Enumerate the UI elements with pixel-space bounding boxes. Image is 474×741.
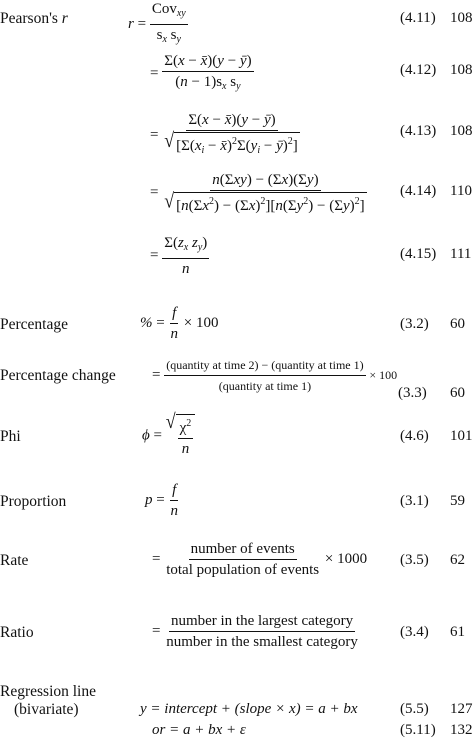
formula-ratio: = $\frac{\text{number in the largest category}}{\text{number in the smallest category}}$	[152, 613, 358, 650]
formula-4-15: = $\frac{\Sigma(z_x z_y)}{n}$	[150, 235, 208, 277]
rate-label: Rate	[0, 552, 29, 569]
formula-4-12: = $\frac{\Sigma(x - x̄)(y - ȳ)}{(n - 1)s_x s_y}$	[150, 53, 252, 92]
pearson-label-text: Pearson's	[0, 10, 58, 27]
eqnum-phi: (4.6)	[400, 428, 429, 444]
formula-regression-2: or = a + bx + ε	[152, 722, 246, 738]
pearson-label	[0, 10, 68, 28]
page-proportion: 59	[450, 493, 465, 509]
page-phi: 101	[450, 428, 473, 444]
page-regression-2: 132	[450, 722, 473, 738]
page-4-14: 110	[450, 183, 472, 199]
proportion-label: Proportion	[0, 493, 67, 510]
page-regression-1: 127	[450, 701, 473, 717]
eqnum-4-14: (4.14)	[400, 183, 437, 199]
eqnum-percentage: (3.2)	[400, 316, 429, 332]
formula-proportion: p = $\frac{f}{n}$	[145, 482, 178, 519]
eqnum-4-12: (4.12)	[400, 62, 437, 78]
ratio-label: Ratio	[0, 624, 34, 641]
percentage-label: Percentage	[0, 316, 68, 333]
percentage-change-denominator: (quantity at time 1)	[218, 379, 312, 393]
formula-regression-1: y = intercept + (slope × x) = a + bx	[140, 701, 358, 717]
page-4-12: 108	[450, 62, 473, 78]
formula-phi: ϕ = √ $\frac{\chi^2}{n}$	[142, 414, 195, 458]
formula-4-11: r = $\frac{Cov_{xy}}{s_x s_y}$	[128, 1, 186, 45]
percentage-change-numerator: (quantity at time 2) − (quantity at time 1)	[164, 356, 365, 376]
formula-percentage-change: = $\frac{\text{(quantity at time 2) − (quantity at time 1)}}{\text{(quantity at time 1)}}$ × 100	[152, 358, 398, 393]
percentage-change-multiplier: × 100	[369, 367, 398, 382]
eqnum-proportion: (3.1)	[400, 493, 429, 509]
page-percentage: 60	[450, 316, 465, 332]
percentage-constant: 100	[195, 314, 219, 331]
ratio-numerator: number in the largest category	[169, 612, 355, 632]
eqnum-regression-1: (5.5)	[400, 701, 429, 717]
phi-label: Phi	[0, 428, 21, 445]
page-4-11: 108	[450, 10, 473, 26]
page-4-13: 108	[450, 123, 473, 139]
page-ratio: 61	[450, 624, 465, 640]
pearson-label-var: r	[61, 10, 68, 27]
percentage-change-label: Percentage change	[0, 367, 116, 384]
eqnum-4-13: (4.13)	[400, 123, 437, 139]
formula-4-14: = n(Σxy) − (Σx)(Σy) √ $[n(\Sigma x^2) - (\Sigma x)^2][n(\Sigma y^2) - (\Sigma y)^2]$	[150, 172, 365, 214]
formula-4-13: = Σ(x − x̄)(y − ȳ) √ [$\Sigma(x_i$ − $x̄)^2\Sigma(y_i$ − ȳ)$^2$]	[150, 111, 302, 160]
eqnum-rate: (3.5)	[400, 552, 429, 568]
rate-numerator: number of events	[189, 540, 297, 560]
eqnum-4-15: (4.15)	[400, 246, 437, 262]
regression-label-line2: (bivariate)	[14, 701, 79, 718]
ratio-denominator: number in the smallest category	[166, 634, 358, 650]
regression-label-line1: Regression line	[0, 683, 96, 700]
rate-denominator: total population of events	[166, 562, 320, 578]
formula-rate: = $\frac{\text{number of events}}{\text{total population of events}}$ × 1000	[152, 541, 368, 578]
eqnum-4-11: (4.11)	[400, 10, 436, 26]
page-rate: 62	[450, 552, 465, 568]
eqnum-regression-2: (5.11)	[400, 722, 436, 738]
eqnum-ratio: (3.4)	[400, 624, 429, 640]
eqnum-percentage-change: (3.3)	[398, 385, 427, 401]
page-percentage-change: 60	[450, 385, 465, 401]
formula-percentage: % = $\frac{f}{n}$ × 100	[140, 305, 219, 342]
rate-multiplier: × 1000	[324, 550, 368, 567]
page-4-15: 111	[450, 246, 472, 262]
